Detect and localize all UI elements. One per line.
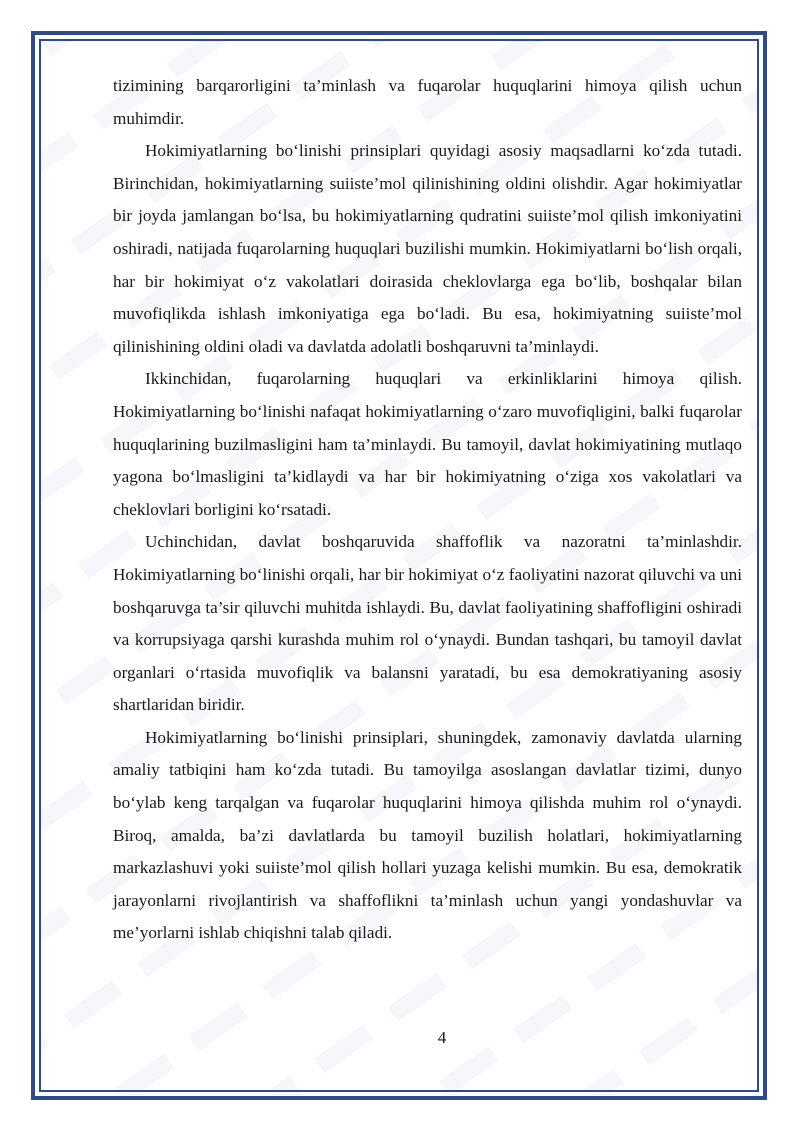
paragraph-1: tizimining barqarorligini ta’minlash va fuqarolar huquqlarini himoya qilish uchun muhimdir. — [113, 76, 742, 128]
document-body — [113, 70, 742, 950]
page-number: 4 — [437, 1028, 447, 1047]
paragraph-5: Hokimiyatlarning bo‘linishi prinsiplari, shuningdek, zamonaviy davlatda ularning amaliy tatbiqini ham ko‘zda tutadi. Bu tamoyilga asoslangan davlatlar tizimi, dunyo bo‘ylab keng tarqalgan va fuqarolar huquqlarini himoya qilishda muhim rol o‘ynaydi. Biroq, amalda, ba’zi davlatlarda bu tamoyil buzilish holatlari, hokimiyatlarning markazlashuvi yoki suiiste’mol qilish hollari yuzaga kelishi mumkin. Bu esa, demokratik jarayonlarni rivojlantirish va shaffoflikni ta’minlash uchun yangi yondashuvlar va me’yorlarni ishlab chiqishni talab qiladi. — [113, 727, 742, 943]
paragraph-2: Hokimiyatlarning bo‘linishi prinsiplari quyidagi asosiy maqsadlarni ko‘zda tutadi. Birinchidan, hokimiyatlarning suiiste’mol qilinishining oldini olishdir. Agar hokimiyatlar bir joyda jamlangan bo‘lsa, bu hokimiyatlarning qudratini suiiste’mol qilish imkoniyatini oshiradi, natijada fuqarolarning huquqlari buzilishi mumkin. Hokimiyatlarni bo‘lish orqali, har bir hokimiyat o‘z vakolatlari doirasida cheklovlarga ega bo‘lib, boshqalar bilan muvofiqlikda ishlash imkoniyatiga ega bo‘ladi. Bu esa, hokimiyatning suiiste’mol qilinishining oldini oladi va davlatda adolatli boshqaruvni ta’minlaydi. — [113, 141, 742, 356]
paragraph-3: Ikkinchidan, fuqarolarning huquqlari va erkinliklarini himoya qilish. Hokimiyatlarning bo‘linishi nafaqat hokimiyatlarning o‘zaro muvofiqligini, balki fuqarolar huquqlarining buzilmasligini ham ta’minlaydi. Bu tamoyil, davlat hokimiyatining mutlaqo yagona bo‘lmasligini ta’kidlaydi va har bir hokimiyatning o‘ziga xos vakolatlari va cheklovlari borligini ko‘rsatadi. — [113, 369, 742, 519]
paragraph-4: Uchinchidan, davlat boshqaruvida shaffoflik va nazoratni ta’minlashdir. Hokimiyatlarning bo‘linishi orqali, har bir hokimiyat o‘z faoliyatini nazorat qiluvchi va uni boshqaruvga ta’sir qiluvchi muhitda ishlaydi. Bu, davlat faoliyatining shaffofligini oshiradi va korrupsiyaga qarshi kurashda muhim rol o‘ynaydi. Bundan tashqari, bu tamoyil davlat organlari o‘rtasida muvofiqlik va balansni yaratadi, bu esa demokratiyaning asosiy shartlaridan biridir. — [113, 532, 742, 715]
